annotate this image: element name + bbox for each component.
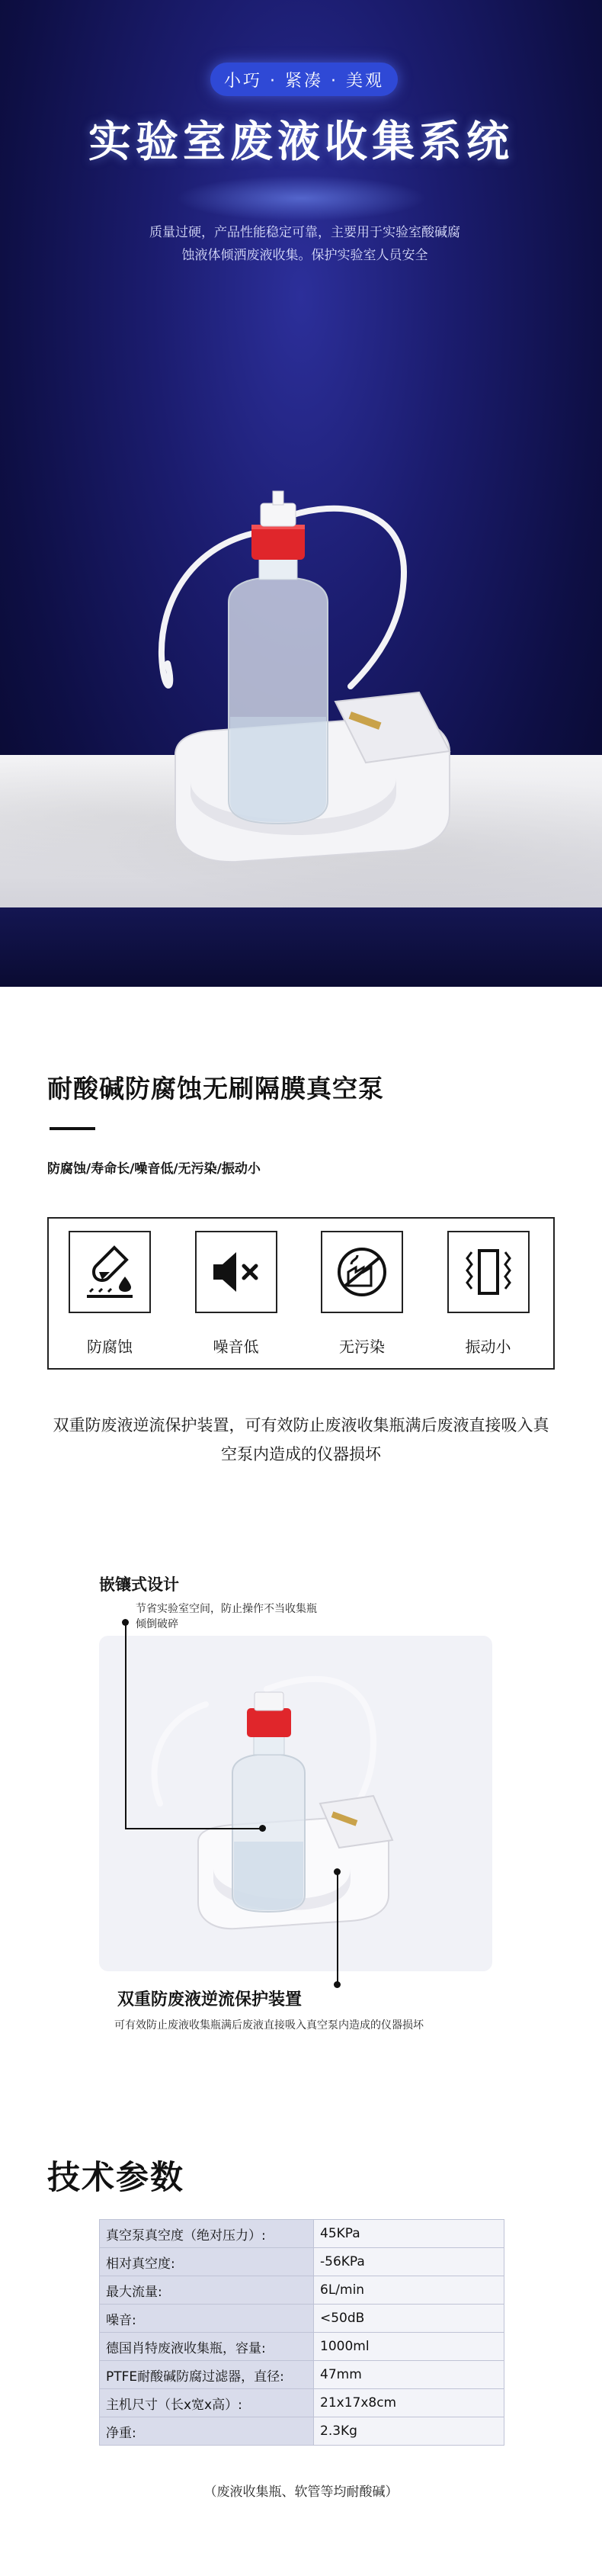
title-underline [50, 1127, 95, 1130]
feature-item [49, 1219, 175, 1368]
feature-label: 振动小 [465, 1338, 511, 1356]
callout-text-embedded: 节省实验室空间，防止操作不当收集瓶倾倒破碎 [136, 1603, 317, 1630]
feature-label: 防腐蚀 [87, 1338, 133, 1356]
spec-value: 1000ml [314, 2333, 504, 2361]
table-row [100, 2305, 504, 2333]
pump-section-title: 耐酸碱防腐蚀无刷隔膜真空泵 [47, 1074, 384, 1103]
table-row [100, 2389, 504, 2417]
table-row [100, 2417, 504, 2446]
feature-item [175, 1219, 302, 1368]
callout-title-backflow: 双重防废液逆流保护装置 [117, 1990, 303, 2009]
spec-key: PTFE耐酸碱防腐过滤器，直径: [100, 2361, 314, 2389]
callout-title-embedded: 嵌镶式设计 [99, 1575, 179, 1594]
feature-label: 无污染 [339, 1338, 385, 1356]
spec-value: 21x17x8cm [314, 2389, 504, 2417]
spec-key: 最大流量: [100, 2276, 314, 2305]
no-pollution-icon [321, 1231, 403, 1313]
spec-value: <50dB [314, 2305, 504, 2333]
feature-grid [47, 1217, 555, 1370]
table-row [100, 2276, 504, 2305]
table-row [100, 2220, 504, 2248]
feature-label: 噪音低 [213, 1338, 259, 1356]
title-glow [175, 175, 427, 221]
callout-line [125, 1828, 262, 1829]
spec-value: 47mm [314, 2361, 504, 2389]
spec-key: 主机尺寸（长x宽x高）: [100, 2389, 314, 2417]
tagline-pill: 小巧 · 紧凑 · 美观 [210, 63, 398, 96]
spec-key: 真空泵真空度（绝对压力）: [100, 2220, 314, 2248]
table-row [100, 2248, 504, 2276]
product-image [145, 488, 472, 885]
table-row [100, 2361, 504, 2389]
callout-line [337, 1871, 338, 1984]
callout-dot [259, 1825, 266, 1832]
pump-tags: 防腐蚀/寿命长/噪音低/无污染/振动小 [47, 1161, 261, 1177]
callout-line [125, 1622, 126, 1828]
callout-dot [334, 1981, 341, 1988]
spec-key: 净重: [100, 2417, 314, 2446]
spec-key: 德国肖特废液收集瓶，容量: [100, 2333, 314, 2361]
spec-value: 45KPa [314, 2220, 504, 2248]
specs-title: 技术参数 [47, 2159, 184, 2197]
spec-key: 噪音: [100, 2305, 314, 2333]
backflow-note: 双重防废液逆流保护装置，可有效防止废液收集瓶满后废液直接吸入真空泵内造成的仪器损坏 [53, 1416, 549, 1463]
specs-footnote: （废液收集瓶、软管等均耐酸碱） [203, 2484, 399, 2500]
hero-banner [0, 0, 602, 987]
corrosion-icon [69, 1231, 151, 1313]
callout-text-backflow: 可有效防止废液收集瓶满后废液直接吸入真空泵内造成的仪器损坏 [114, 2019, 424, 2032]
mute-speaker-icon [195, 1231, 277, 1313]
product-closeup-image [99, 1636, 492, 1971]
vibration-icon [447, 1231, 530, 1313]
hero-title: 实验室废液收集系统 [88, 117, 514, 167]
product-panel [99, 1636, 492, 1971]
floor-shadow [0, 907, 602, 987]
feature-item [427, 1219, 554, 1368]
feature-item [301, 1219, 427, 1368]
table-row [100, 2333, 504, 2361]
spec-value: 6L/min [314, 2276, 504, 2305]
hero-description: 质量过硬，产品性能稳定可靠，主要用于实验室酸碱腐蚀液体倾洒废液收集。保护实验室人员安全 [149, 225, 460, 263]
spec-table [99, 2219, 504, 2446]
spec-key: 相对真空度: [100, 2248, 314, 2276]
spec-value: -56KPa [314, 2248, 504, 2276]
spec-value: 2.3Kg [314, 2417, 504, 2446]
